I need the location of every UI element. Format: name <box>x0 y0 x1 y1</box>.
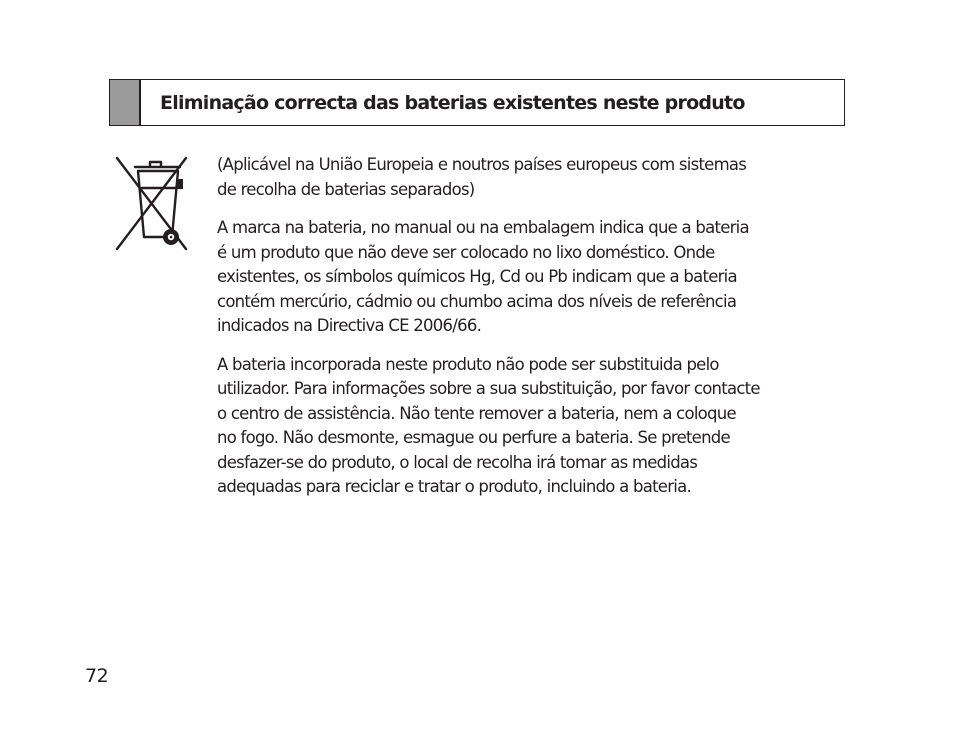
applicability-paragraph: (Aplicável na União Europeia e noutros países europeus com sistemas de recolha de baterias separados) <box>217 155 747 199</box>
body-text <box>217 153 857 514</box>
section-header-tab <box>110 80 141 125</box>
section-title: Eliminação correcta das baterias existentes neste produto <box>160 92 745 114</box>
replacement-paragraph: A bateria incorporada neste produto não pode ser substituida pelo utilizador. Para informações sobre a sua substituição, por favor contacte o centro de assistência. Não tente remover a bateria, nem a coloque no fogo. Não desmonte, esmague ou perfure a bateria. Se pretende desfazer-se do produto, o local de recolha irá tomar as medidas adequadas para reciclar e tratar o produto, incluindo a bateria. <box>217 354 760 496</box>
crossed-out-wheelie-bin-icon <box>114 155 188 251</box>
page-number: 72 <box>85 665 109 687</box>
marking-paragraph: A marca na bateria, no manual ou na embalagem indica que a bateria é um produto que não deve ser colocado no lixo doméstico. Onde existentes, os símbolos químicos Hg, Cd ou Pb indicam que a bateria contém mercúrio, cádmio ou chumbo acima dos níveis de referência indicados na Directiva CE 2006/66. <box>217 218 749 335</box>
section-header <box>109 79 845 126</box>
